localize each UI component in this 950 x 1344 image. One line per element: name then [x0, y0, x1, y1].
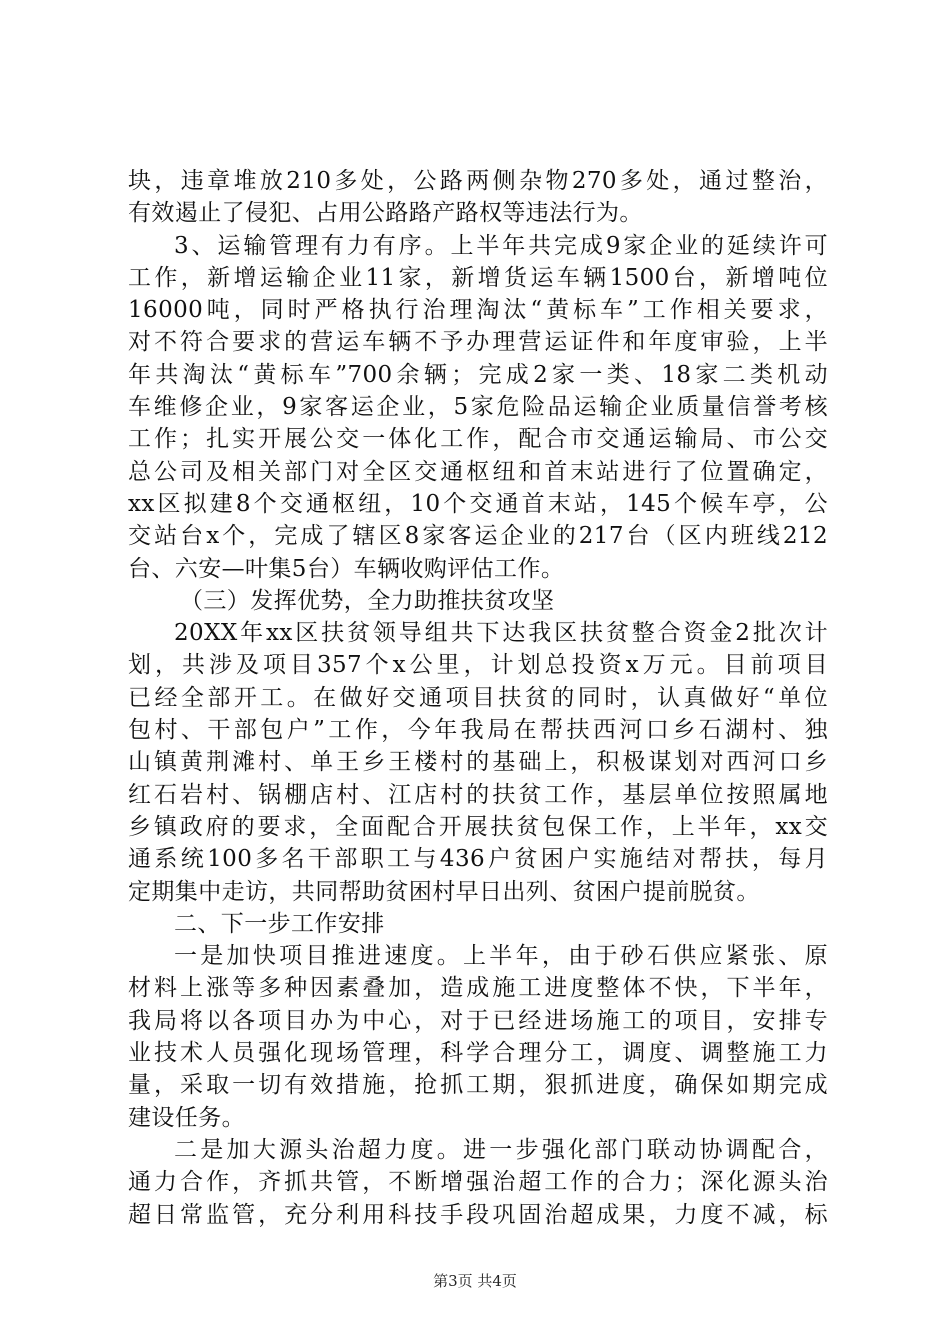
text-line: 对不符合要求的营运车辆不予办理营运证件和年度审验，上半 [128, 329, 828, 356]
text-line: 总公司及相关部门对全区交通枢纽和首末站进行了位置确定， [128, 458, 828, 485]
text-line: 我局将以各项目办为中心，对于已经进场施工的项目，安排专 [128, 1007, 828, 1034]
text-line: 定期集中走访，共同帮助贫困村早日出列、贫困户提前脱贫。 [128, 878, 760, 905]
document-body [128, 165, 828, 1231]
section-heading: （三）发挥优势，全力助推扶贫攻坚 [180, 587, 555, 614]
text-line: 工作；扎实开展公交一体化工作，配合市交通运输局、市公交 [128, 426, 828, 453]
text-line: 材料上涨等多种因素叠加，造成施工进度整体不快，下半年， [128, 975, 828, 1002]
text-line: 通力合作，齐抓共管，不断增强治超工作的合力；深化源头治 [128, 1169, 828, 1196]
text-line: 已经全部开工。在做好交通项目扶贫的同时，认真做好“单位 [128, 684, 828, 711]
text-line: 二是加大源头治超力度。进一步强化部门联动协调配合， [174, 1136, 828, 1163]
text-line: 量，采取一切有效措施，抢抓工期，狠抓进度，确保如期完成 [128, 1072, 828, 1099]
text-line: 红石岩村、锅棚店村、江店村的扶贫工作，基层单位按照属地 [128, 781, 828, 808]
text-line: 年共淘汰“黄标车”700余辆；完成2家一类、18家二类机动 [128, 361, 828, 388]
text-line: 建设任务。 [128, 1104, 245, 1131]
text-line: 交站台x个，完成了辖区8家客运企业的217台（区内班线212 [128, 523, 828, 550]
text-line: 3、运输管理有力有序。上半年共完成9家企业的延续许可 [174, 232, 828, 259]
text-line: 山镇黄荆滩村、单王乡王楼村的基础上，积极谋划对西河口乡 [128, 749, 828, 776]
text-line: xx区拟建8个交通枢纽，10个交通首末站，145个候车亭，公 [128, 490, 828, 517]
text-line: 一是加快项目推进速度。上半年，由于砂石供应紧张、原 [174, 943, 828, 970]
text-line: 20XX年xx区扶贫领导组共下达我区扶贫整合资金2批次计 [174, 620, 828, 647]
text-line: 块，违章堆放210多处，公路两侧杂物270多处，通过整治， [128, 168, 828, 194]
text-line: 业技术人员强化现场管理，科学合理分工，调度、调整施工力 [128, 1040, 828, 1067]
text-line: 划，共涉及项目357个x公里，计划总投资x万元。目前项目 [128, 652, 828, 679]
page-number-footer: 第3页 共4页 [433, 1272, 517, 1290]
section-heading: 二、下一步工作安排 [174, 910, 385, 937]
text-line: 有效遏止了侵犯、占用公路路产路权等违法行为。 [128, 200, 643, 227]
text-line: 台、六安—叶集5台）车辆收购评估工作。 [128, 555, 565, 582]
text-line: 通系统100多名干部职工与436户贫困户实施结对帮扶，每月 [128, 846, 828, 873]
text-line: 超日常监管，充分利用科技手段巩固治超成果，力度不减，标 [128, 1201, 828, 1228]
text-line: 16000吨，同时严格执行治理淘汰“黄标车”工作相关要求， [128, 297, 828, 324]
text-line: 工作，新增运输企业11家，新增货运车辆1500台，新增吨位 [128, 264, 828, 291]
text-line: 包村、干部包户”工作，今年我局在帮扶西河口乡石湖村、独 [128, 717, 828, 744]
text-line: 乡镇政府的要求，全面配合开展扶贫包保工作，上半年，xx交 [128, 813, 828, 840]
text-line: 车维修企业，9家客运企业，5家危险品运输企业质量信誉考核 [128, 394, 828, 421]
